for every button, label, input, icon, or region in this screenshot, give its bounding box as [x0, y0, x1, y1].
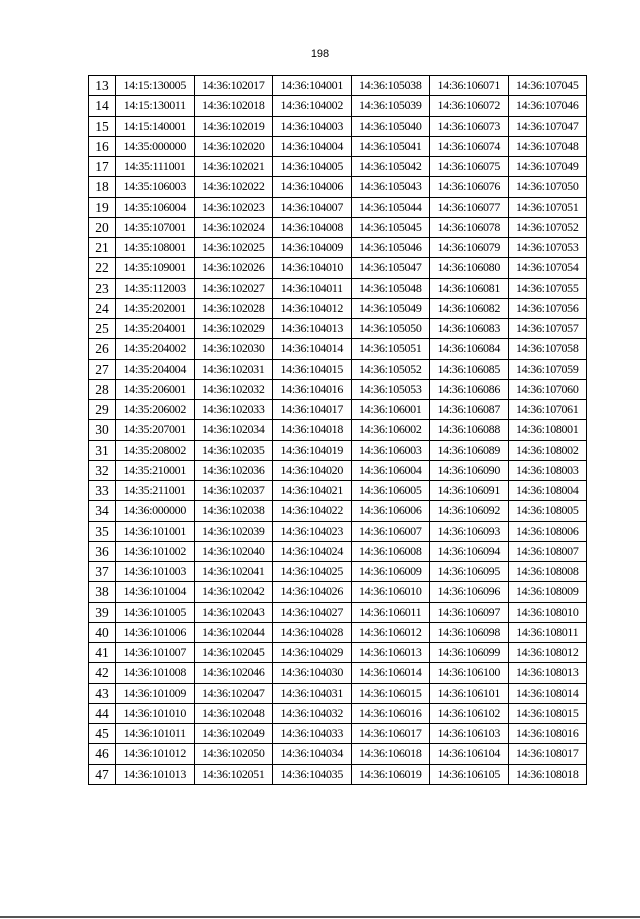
code-cell: 14:36:102034	[194, 420, 273, 440]
row-number-cell: 38	[89, 582, 116, 602]
code-cell: 14:35:107001	[116, 217, 195, 237]
code-cell: 14:36:107061	[508, 400, 587, 420]
code-cell: 14:36:104026	[273, 582, 352, 602]
code-cell: 14:36:104003	[273, 116, 352, 136]
code-cell: 14:36:102049	[194, 724, 273, 744]
code-cell: 14:36:104030	[273, 663, 352, 683]
code-cell: 14:35:106003	[116, 177, 195, 197]
code-cell: 14:36:102039	[194, 521, 273, 541]
code-cell: 14:36:107056	[508, 298, 587, 318]
code-cell: 14:36:102026	[194, 258, 273, 278]
code-cell: 14:36:106002	[351, 420, 430, 440]
code-cell: 14:36:104004	[273, 136, 352, 156]
table-row	[89, 420, 587, 440]
code-cell: 14:36:106077	[430, 197, 509, 217]
code-cell: 14:36:106071	[430, 76, 509, 96]
code-cell: 14:36:102027	[194, 278, 273, 298]
code-cell: 14:36:104014	[273, 339, 352, 359]
code-cell: 14:36:101009	[116, 683, 195, 703]
code-cell: 14:15:130011	[116, 96, 195, 116]
code-cell: 14:35:211001	[116, 481, 195, 501]
code-cell: 14:36:107049	[508, 157, 587, 177]
code-cell: 14:36:105053	[351, 379, 430, 399]
code-cell: 14:36:102028	[194, 298, 273, 318]
row-number-cell: 34	[89, 501, 116, 521]
code-cell: 14:36:104017	[273, 400, 352, 420]
code-cell: 14:36:101006	[116, 622, 195, 642]
code-cell: 14:36:108011	[508, 622, 587, 642]
row-number-cell: 23	[89, 278, 116, 298]
code-cell: 14:35:210001	[116, 460, 195, 480]
table-row	[89, 116, 587, 136]
row-number-cell: 41	[89, 643, 116, 663]
table-row	[89, 521, 587, 541]
code-table	[88, 75, 587, 785]
code-cell: 14:36:107059	[508, 359, 587, 379]
code-cell: 14:36:104011	[273, 278, 352, 298]
code-cell: 14:36:106093	[430, 521, 509, 541]
code-cell: 14:36:107053	[508, 238, 587, 258]
code-cell: 14:36:106006	[351, 501, 430, 521]
code-cell: 14:36:107060	[508, 379, 587, 399]
code-cell: 14:36:102043	[194, 602, 273, 622]
code-cell: 14:36:102041	[194, 562, 273, 582]
row-number-cell: 35	[89, 521, 116, 541]
code-cell: 14:36:104013	[273, 319, 352, 339]
code-cell: 14:36:105045	[351, 217, 430, 237]
code-cell: 14:36:102024	[194, 217, 273, 237]
row-number-cell: 47	[89, 764, 116, 784]
code-cell: 14:36:108017	[508, 744, 587, 764]
table-row	[89, 663, 587, 683]
code-cell: 14:36:106003	[351, 440, 430, 460]
row-number-cell: 25	[89, 319, 116, 339]
code-cell: 14:36:102035	[194, 440, 273, 460]
code-cell: 14:36:105046	[351, 238, 430, 258]
code-cell: 14:36:101011	[116, 724, 195, 744]
row-number-cell: 13	[89, 76, 116, 96]
code-cell: 14:36:107058	[508, 339, 587, 359]
row-number-cell: 39	[89, 602, 116, 622]
code-cell: 14:36:102017	[194, 76, 273, 96]
code-cell: 14:36:108013	[508, 663, 587, 683]
row-number-cell: 40	[89, 622, 116, 642]
code-cell: 14:36:106012	[351, 622, 430, 642]
row-number-cell: 45	[89, 724, 116, 744]
code-cell: 14:36:108015	[508, 703, 587, 723]
code-cell: 14:36:108014	[508, 683, 587, 703]
code-cell: 14:36:107046	[508, 96, 587, 116]
table-row	[89, 400, 587, 420]
row-number-cell: 20	[89, 217, 116, 237]
code-cell: 14:36:101005	[116, 602, 195, 622]
code-cell: 14:36:102033	[194, 400, 273, 420]
code-cell: 14:36:108016	[508, 724, 587, 744]
table-row	[89, 744, 587, 764]
code-cell: 14:36:106076	[430, 177, 509, 197]
table-row	[89, 379, 587, 399]
code-cell: 14:36:106013	[351, 643, 430, 663]
code-cell: 14:36:106104	[430, 744, 509, 764]
code-cell: 14:36:106001	[351, 400, 430, 420]
code-cell: 14:36:108010	[508, 602, 587, 622]
code-cell: 14:36:107047	[508, 116, 587, 136]
code-cell: 14:36:106072	[430, 96, 509, 116]
code-cell: 14:36:105051	[351, 339, 430, 359]
code-cell: 14:35:206002	[116, 400, 195, 420]
code-cell: 14:36:106016	[351, 703, 430, 723]
code-cell: 14:36:108008	[508, 562, 587, 582]
code-cell: 14:36:108001	[508, 420, 587, 440]
code-cell: 14:36:104034	[273, 744, 352, 764]
table-row	[89, 582, 587, 602]
code-cell: 14:36:104031	[273, 683, 352, 703]
code-cell: 14:36:106005	[351, 481, 430, 501]
code-cell: 14:36:105049	[351, 298, 430, 318]
code-cell: 14:35:206001	[116, 379, 195, 399]
code-cell: 14:36:107048	[508, 136, 587, 156]
code-cell: 14:36:104032	[273, 703, 352, 723]
code-cell: 14:36:104029	[273, 643, 352, 663]
table-row	[89, 339, 587, 359]
code-cell: 14:35:112003	[116, 278, 195, 298]
code-cell: 14:36:106004	[351, 460, 430, 480]
code-cell: 14:36:101010	[116, 703, 195, 723]
code-cell: 14:36:107051	[508, 197, 587, 217]
row-number-cell: 31	[89, 440, 116, 460]
code-cell: 14:36:106105	[430, 764, 509, 784]
code-cell: 14:35:204004	[116, 359, 195, 379]
code-cell: 14:36:108004	[508, 481, 587, 501]
row-number-cell: 29	[89, 400, 116, 420]
table-row	[89, 197, 587, 217]
scan-edge-divider	[0, 916, 640, 918]
table-row	[89, 217, 587, 237]
row-number-cell: 21	[89, 238, 116, 258]
code-cell: 14:36:102048	[194, 703, 273, 723]
code-cell: 14:36:102022	[194, 177, 273, 197]
code-cell: 14:36:106094	[430, 541, 509, 561]
row-number-cell: 43	[89, 683, 116, 703]
row-number-cell: 32	[89, 460, 116, 480]
code-cell: 14:36:108003	[508, 460, 587, 480]
code-cell: 14:36:107054	[508, 258, 587, 278]
code-cell: 14:36:108005	[508, 501, 587, 521]
code-cell: 14:36:106008	[351, 541, 430, 561]
code-cell: 14:36:104016	[273, 379, 352, 399]
row-number-cell: 27	[89, 359, 116, 379]
table-row	[89, 481, 587, 501]
code-cell: 14:36:104021	[273, 481, 352, 501]
code-cell: 14:36:102046	[194, 663, 273, 683]
code-cell: 14:36:102036	[194, 460, 273, 480]
code-cell: 14:36:106100	[430, 663, 509, 683]
code-cell: 14:36:104019	[273, 440, 352, 460]
table-row	[89, 136, 587, 156]
code-cell: 14:36:106083	[430, 319, 509, 339]
code-cell: 14:35:109001	[116, 258, 195, 278]
code-cell: 14:36:106090	[430, 460, 509, 480]
code-cell: 14:36:106080	[430, 258, 509, 278]
code-cell: 14:35:111001	[116, 157, 195, 177]
table-row	[89, 278, 587, 298]
code-cell: 14:36:108002	[508, 440, 587, 460]
row-number-cell: 17	[89, 157, 116, 177]
code-cell: 14:36:106087	[430, 400, 509, 420]
code-cell: 14:36:101007	[116, 643, 195, 663]
row-number-cell: 26	[89, 339, 116, 359]
code-cell: 14:36:106010	[351, 582, 430, 602]
code-cell: 14:36:107057	[508, 319, 587, 339]
code-cell: 14:36:106084	[430, 339, 509, 359]
code-cell: 14:36:104024	[273, 541, 352, 561]
code-cell: 14:35:106004	[116, 197, 195, 217]
row-number-cell: 46	[89, 744, 116, 764]
code-cell: 14:36:102023	[194, 197, 273, 217]
code-cell: 14:36:104022	[273, 501, 352, 521]
code-cell: 14:36:108018	[508, 764, 587, 784]
page-number: 198	[310, 48, 330, 60]
table-row	[89, 319, 587, 339]
code-cell: 14:36:104018	[273, 420, 352, 440]
code-cell: 14:36:105044	[351, 197, 430, 217]
table-row	[89, 298, 587, 318]
code-cell: 14:36:105047	[351, 258, 430, 278]
code-cell: 14:36:106096	[430, 582, 509, 602]
table-row	[89, 683, 587, 703]
code-cell: 14:36:106078	[430, 217, 509, 237]
code-cell: 14:35:204002	[116, 339, 195, 359]
code-cell: 14:36:101012	[116, 744, 195, 764]
table-row	[89, 359, 587, 379]
code-cell: 14:36:106082	[430, 298, 509, 318]
table-row	[89, 460, 587, 480]
row-number-cell: 42	[89, 663, 116, 683]
code-cell: 14:36:104020	[273, 460, 352, 480]
code-cell: 14:36:102021	[194, 157, 273, 177]
table-row	[89, 602, 587, 622]
code-cell: 14:15:140001	[116, 116, 195, 136]
code-cell: 14:36:105048	[351, 278, 430, 298]
code-cell: 14:36:104015	[273, 359, 352, 379]
code-cell: 14:36:101003	[116, 562, 195, 582]
code-cell: 14:35:207001	[116, 420, 195, 440]
table-row	[89, 177, 587, 197]
code-cell: 14:35:208002	[116, 440, 195, 460]
code-cell: 14:36:102051	[194, 764, 273, 784]
table-row	[89, 238, 587, 258]
table-row	[89, 96, 587, 116]
code-cell: 14:36:106081	[430, 278, 509, 298]
code-cell: 14:36:106086	[430, 379, 509, 399]
table-row	[89, 501, 587, 521]
code-cell: 14:36:102019	[194, 116, 273, 136]
code-cell: 14:36:105038	[351, 76, 430, 96]
code-cell: 14:36:106014	[351, 663, 430, 683]
code-cell: 14:36:104008	[273, 217, 352, 237]
code-cell: 14:36:106103	[430, 724, 509, 744]
code-cell: 14:36:104035	[273, 764, 352, 784]
code-cell: 14:36:102037	[194, 481, 273, 501]
code-cell: 14:36:108012	[508, 643, 587, 663]
row-number-cell: 33	[89, 481, 116, 501]
code-table-body	[89, 76, 587, 785]
code-cell: 14:36:108007	[508, 541, 587, 561]
row-number-cell: 24	[89, 298, 116, 318]
code-cell: 14:36:106091	[430, 481, 509, 501]
code-cell: 14:36:105042	[351, 157, 430, 177]
table-row	[89, 541, 587, 561]
code-cell: 14:36:104009	[273, 238, 352, 258]
code-cell: 14:36:102031	[194, 359, 273, 379]
code-cell: 14:36:102047	[194, 683, 273, 703]
row-number-cell: 37	[89, 562, 116, 582]
code-cell: 14:36:105040	[351, 116, 430, 136]
code-cell: 14:36:106102	[430, 703, 509, 723]
code-cell: 14:35:202001	[116, 298, 195, 318]
code-cell: 14:36:106099	[430, 643, 509, 663]
row-number-cell: 30	[89, 420, 116, 440]
code-cell: 14:36:104012	[273, 298, 352, 318]
code-cell: 14:36:108009	[508, 582, 587, 602]
table-row	[89, 764, 587, 784]
row-number-cell: 19	[89, 197, 116, 217]
code-cell: 14:36:106007	[351, 521, 430, 541]
code-cell: 14:36:102045	[194, 643, 273, 663]
code-cell: 14:36:104028	[273, 622, 352, 642]
code-cell: 14:36:106097	[430, 602, 509, 622]
code-cell: 14:35:000000	[116, 136, 195, 156]
code-cell: 14:36:101013	[116, 764, 195, 784]
code-cell: 14:36:106074	[430, 136, 509, 156]
code-cell: 14:36:102042	[194, 582, 273, 602]
code-cell: 14:15:130005	[116, 76, 195, 96]
code-cell: 14:36:108006	[508, 521, 587, 541]
row-number-cell: 18	[89, 177, 116, 197]
code-cell: 14:36:102040	[194, 541, 273, 561]
code-cell: 14:36:106088	[430, 420, 509, 440]
code-cell: 14:36:104010	[273, 258, 352, 278]
code-cell: 14:36:106073	[430, 116, 509, 136]
code-cell: 14:36:106085	[430, 359, 509, 379]
table-row	[89, 440, 587, 460]
code-cell: 14:36:101001	[116, 521, 195, 541]
table-row	[89, 157, 587, 177]
code-cell: 14:36:106015	[351, 683, 430, 703]
row-number-cell: 16	[89, 136, 116, 156]
code-cell: 14:36:106009	[351, 562, 430, 582]
code-cell: 14:36:102038	[194, 501, 273, 521]
code-cell: 14:36:104002	[273, 96, 352, 116]
code-cell: 14:36:106017	[351, 724, 430, 744]
code-cell: 14:36:104027	[273, 602, 352, 622]
code-cell: 14:36:107050	[508, 177, 587, 197]
table-row	[89, 724, 587, 744]
code-cell: 14:36:102032	[194, 379, 273, 399]
code-cell: 14:36:105039	[351, 96, 430, 116]
code-cell: 14:36:106079	[430, 238, 509, 258]
code-cell: 14:36:102030	[194, 339, 273, 359]
code-cell: 14:36:105050	[351, 319, 430, 339]
table-row	[89, 703, 587, 723]
code-cell: 14:36:102050	[194, 744, 273, 764]
code-cell: 14:36:106095	[430, 562, 509, 582]
code-cell: 14:36:107052	[508, 217, 587, 237]
row-number-cell: 44	[89, 703, 116, 723]
code-cell: 14:36:104005	[273, 157, 352, 177]
row-number-cell: 28	[89, 379, 116, 399]
table-row	[89, 643, 587, 663]
code-cell: 14:36:102044	[194, 622, 273, 642]
code-cell: 14:36:106101	[430, 683, 509, 703]
code-cell: 14:36:105043	[351, 177, 430, 197]
code-cell: 14:36:106075	[430, 157, 509, 177]
code-cell: 14:35:204001	[116, 319, 195, 339]
code-cell: 14:36:104006	[273, 177, 352, 197]
row-number-cell: 36	[89, 541, 116, 561]
code-cell: 14:36:104001	[273, 76, 352, 96]
code-cell: 14:36:101004	[116, 582, 195, 602]
code-cell: 14:36:104023	[273, 521, 352, 541]
code-cell: 14:36:107055	[508, 278, 587, 298]
row-number-cell: 22	[89, 258, 116, 278]
code-cell: 14:36:101008	[116, 663, 195, 683]
row-number-cell: 14	[89, 96, 116, 116]
code-cell: 14:36:102029	[194, 319, 273, 339]
code-cell: 14:36:106011	[351, 602, 430, 622]
code-cell: 14:36:105052	[351, 359, 430, 379]
code-cell: 14:36:000000	[116, 501, 195, 521]
table-row	[89, 622, 587, 642]
code-cell: 14:36:107045	[508, 76, 587, 96]
code-cell: 14:36:102018	[194, 96, 273, 116]
code-cell: 14:36:104025	[273, 562, 352, 582]
row-number-cell: 15	[89, 116, 116, 136]
table-row	[89, 258, 587, 278]
code-cell: 14:36:104033	[273, 724, 352, 744]
code-cell: 14:36:102025	[194, 238, 273, 258]
code-cell: 14:36:104007	[273, 197, 352, 217]
code-cell: 14:36:105041	[351, 136, 430, 156]
code-cell: 14:36:106092	[430, 501, 509, 521]
code-cell: 14:36:106098	[430, 622, 509, 642]
code-cell: 14:36:106089	[430, 440, 509, 460]
table-row	[89, 562, 587, 582]
code-cell: 14:36:101002	[116, 541, 195, 561]
code-cell: 14:35:108001	[116, 238, 195, 258]
code-cell: 14:36:106019	[351, 764, 430, 784]
table-row	[89, 76, 587, 96]
code-cell: 14:36:106018	[351, 744, 430, 764]
code-cell: 14:36:102020	[194, 136, 273, 156]
